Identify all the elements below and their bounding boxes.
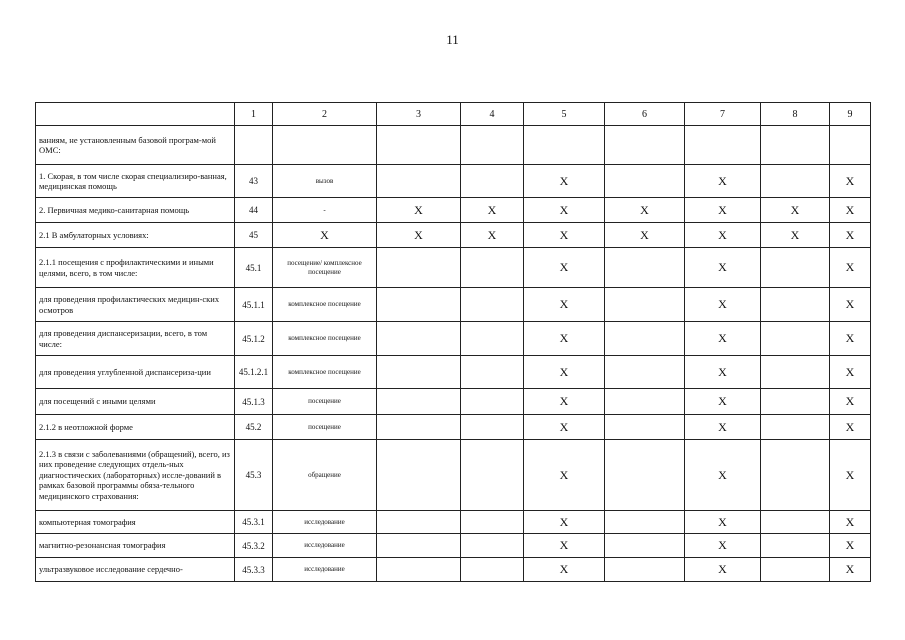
row-unit-cell: посещение/ комплексное посещение	[273, 248, 377, 288]
row-mark-cell-col3	[377, 356, 461, 389]
header-cell-8: 8	[761, 103, 830, 126]
header-cell-6: 6	[605, 103, 685, 126]
row-mark-cell-col7: X	[685, 356, 761, 389]
row-name-cell: магнитно-резонансная томография	[36, 534, 235, 558]
row-mark-cell-col9: X	[830, 440, 871, 511]
row-mark-cell-col6: X	[605, 198, 685, 223]
row-name-cell: 2. Первичная медико-санитарная помощь	[36, 198, 235, 223]
row-mark-cell-col5: X	[524, 389, 605, 415]
row-name-cell: 2.1.3 в связи с заболеваниями (обращений), всего, из них проведение следующих отдель-ных диагностических (лабораторных) иссле-дований в рамках базовой программы обяза-тельного медицинского страхования:	[36, 440, 235, 511]
header-cell-2: 2	[273, 103, 377, 126]
table-row	[36, 126, 871, 165]
row-mark-cell-col8	[761, 440, 830, 511]
row-code-cell: 45	[235, 223, 273, 248]
table-row	[36, 389, 871, 415]
row-mark-cell-col5: X	[524, 322, 605, 356]
header-cell-9: 9	[830, 103, 871, 126]
row-name-cell: 2.1.1 посещения с профилактическими и иными целями, всего, в том числе:	[36, 248, 235, 288]
row-mark-cell-col4	[461, 322, 524, 356]
row-mark-cell-col4: X	[461, 198, 524, 223]
row-mark-cell-col3	[377, 322, 461, 356]
row-code-cell: 45.1.2.1	[235, 356, 273, 389]
row-unit-cell: исследование	[273, 558, 377, 582]
table-row	[36, 223, 871, 248]
row-mark-cell-col6	[605, 389, 685, 415]
row-unit-cell	[273, 126, 377, 165]
row-mark-cell-col4	[461, 288, 524, 322]
row-mark-cell-col5: X	[524, 165, 605, 198]
row-mark-cell-col9: X	[830, 356, 871, 389]
row-mark-cell-col8	[761, 288, 830, 322]
header-cell-4: 4	[461, 103, 524, 126]
table-header-row	[36, 103, 871, 126]
row-mark-cell-col9: X	[830, 288, 871, 322]
row-unit-cell: комплексное посещение	[273, 288, 377, 322]
page-number: 11	[446, 32, 459, 47]
row-mark-cell-col8	[761, 558, 830, 582]
row-mark-cell-col7: X	[685, 248, 761, 288]
row-mark-cell-col4	[461, 534, 524, 558]
row-mark-cell-col5: X	[524, 440, 605, 511]
row-mark-cell-col7: X	[685, 558, 761, 582]
row-mark-cell-col7: X	[685, 440, 761, 511]
row-name-cell: для проведения углубленной диспансериза-ции	[36, 356, 235, 389]
row-mark-cell-col4	[461, 511, 524, 534]
row-mark-cell-col3: X	[377, 198, 461, 223]
row-code-cell	[235, 126, 273, 165]
row-name-cell: 1. Скорая, в том числе скорая специализиро-ванная, медицинская помощь	[36, 165, 235, 198]
row-unit-cell: -	[273, 198, 377, 223]
row-mark-cell-col8	[761, 165, 830, 198]
table-row	[36, 558, 871, 582]
row-mark-cell-col3	[377, 389, 461, 415]
row-mark-cell-col3	[377, 126, 461, 165]
row-mark-cell-col5: X	[524, 288, 605, 322]
header-cell-5: 5	[524, 103, 605, 126]
row-mark-cell-col9: X	[830, 165, 871, 198]
row-mark-cell-col3	[377, 440, 461, 511]
row-mark-cell-col3	[377, 415, 461, 440]
row-mark-cell-col6	[605, 511, 685, 534]
row-mark-cell-col5: X	[524, 558, 605, 582]
row-mark-cell-col6	[605, 126, 685, 165]
row-code-cell: 45.3.2	[235, 534, 273, 558]
row-mark-cell-col4: X	[461, 223, 524, 248]
row-mark-cell-col8	[761, 511, 830, 534]
row-mark-cell-col7: X	[685, 534, 761, 558]
row-unit-cell: обращение	[273, 440, 377, 511]
row-mark-cell-col5: X	[524, 415, 605, 440]
table-row	[36, 198, 871, 223]
row-code-cell: 45.3.1	[235, 511, 273, 534]
row-name-cell: для проведения профилактических медицин-ских осмотров	[36, 288, 235, 322]
table-row	[36, 440, 871, 511]
row-mark-cell-col8: X	[761, 223, 830, 248]
row-mark-cell-col7: X	[685, 322, 761, 356]
row-mark-cell-col3	[377, 511, 461, 534]
table-row	[36, 165, 871, 198]
row-mark-cell-col5: X	[524, 511, 605, 534]
row-code-cell: 45.3.3	[235, 558, 273, 582]
row-mark-cell-col5: X	[524, 534, 605, 558]
row-code-cell: 45.2	[235, 415, 273, 440]
row-mark-cell-col3	[377, 558, 461, 582]
table-row	[36, 415, 871, 440]
row-mark-cell-col7	[685, 126, 761, 165]
row-mark-cell-col5: X	[524, 356, 605, 389]
row-mark-cell-col6	[605, 288, 685, 322]
row-mark-cell-col4	[461, 389, 524, 415]
row-mark-cell-col9: X	[830, 198, 871, 223]
row-mark-cell-col9: X	[830, 558, 871, 582]
data-table	[35, 102, 871, 582]
row-code-cell: 45.1.3	[235, 389, 273, 415]
row-code-cell: 45.1	[235, 248, 273, 288]
header-cell-3: 3	[377, 103, 461, 126]
row-mark-cell-col7: X	[685, 288, 761, 322]
row-mark-cell-col5: X	[524, 248, 605, 288]
row-mark-cell-col6	[605, 322, 685, 356]
row-mark-cell-col6	[605, 165, 685, 198]
row-mark-cell-col9: X	[830, 248, 871, 288]
row-mark-cell-col6	[605, 440, 685, 511]
row-mark-cell-col3	[377, 248, 461, 288]
row-name-cell: 2.1.2 в неотложной форме	[36, 415, 235, 440]
row-mark-cell-col4	[461, 356, 524, 389]
row-mark-cell-col6	[605, 415, 685, 440]
row-name-cell: ультразвуковое исследование сердечно-	[36, 558, 235, 582]
row-code-cell: 45.1.1	[235, 288, 273, 322]
table-row	[36, 534, 871, 558]
row-mark-cell-col3	[377, 165, 461, 198]
row-unit-cell: посещение	[273, 389, 377, 415]
row-mark-cell-col4	[461, 248, 524, 288]
row-mark-cell-col9	[830, 126, 871, 165]
row-unit-cell: вызов	[273, 165, 377, 198]
table-row	[36, 322, 871, 356]
row-unit-cell: комплексное посещение	[273, 356, 377, 389]
row-mark-cell-col9: X	[830, 415, 871, 440]
header-cell-1: 1	[235, 103, 273, 126]
header-cell-0	[36, 103, 235, 126]
row-mark-cell-col8	[761, 389, 830, 415]
row-mark-cell-col7: X	[685, 511, 761, 534]
row-mark-cell-col5: X	[524, 223, 605, 248]
row-mark-cell-col9: X	[830, 534, 871, 558]
row-mark-cell-col7: X	[685, 165, 761, 198]
row-code-cell: 44	[235, 198, 273, 223]
row-unit-cell: X	[273, 223, 377, 248]
row-code-cell: 45.1.2	[235, 322, 273, 356]
row-name-cell: 2.1 В амбулаторных условиях:	[36, 223, 235, 248]
row-mark-cell-col5	[524, 126, 605, 165]
row-mark-cell-col4	[461, 440, 524, 511]
row-mark-cell-col4	[461, 126, 524, 165]
row-name-cell: для посещений с иными целями	[36, 389, 235, 415]
row-unit-cell: исследование	[273, 511, 377, 534]
row-mark-cell-col5: X	[524, 198, 605, 223]
row-code-cell: 45.3	[235, 440, 273, 511]
row-name-cell: ваниям, не установленным базовой програм-мой ОМС:	[36, 126, 235, 165]
table-row	[36, 288, 871, 322]
row-mark-cell-col7: X	[685, 198, 761, 223]
row-mark-cell-col8	[761, 534, 830, 558]
table-row	[36, 356, 871, 389]
row-mark-cell-col7: X	[685, 415, 761, 440]
row-mark-cell-col8: X	[761, 198, 830, 223]
header-cell-7: 7	[685, 103, 761, 126]
row-mark-cell-col6	[605, 356, 685, 389]
row-mark-cell-col6	[605, 534, 685, 558]
row-mark-cell-col8	[761, 356, 830, 389]
row-mark-cell-col6	[605, 558, 685, 582]
row-unit-cell: исследование	[273, 534, 377, 558]
row-unit-cell: посещение	[273, 415, 377, 440]
row-mark-cell-col3	[377, 534, 461, 558]
row-mark-cell-col4	[461, 558, 524, 582]
row-unit-cell: комплексное посещение	[273, 322, 377, 356]
table-row	[36, 511, 871, 534]
row-mark-cell-col6: X	[605, 223, 685, 248]
row-mark-cell-col4	[461, 165, 524, 198]
row-mark-cell-col8	[761, 415, 830, 440]
row-mark-cell-col8	[761, 248, 830, 288]
row-mark-cell-col9: X	[830, 389, 871, 415]
row-mark-cell-col9: X	[830, 511, 871, 534]
row-code-cell: 43	[235, 165, 273, 198]
table-row	[36, 248, 871, 288]
row-name-cell: компьютерная томография	[36, 511, 235, 534]
row-mark-cell-col6	[605, 248, 685, 288]
row-mark-cell-col9: X	[830, 223, 871, 248]
row-mark-cell-col7: X	[685, 223, 761, 248]
row-mark-cell-col9: X	[830, 322, 871, 356]
row-mark-cell-col3	[377, 288, 461, 322]
row-mark-cell-col4	[461, 415, 524, 440]
row-mark-cell-col3: X	[377, 223, 461, 248]
row-mark-cell-col8	[761, 322, 830, 356]
row-mark-cell-col8	[761, 126, 830, 165]
row-mark-cell-col7: X	[685, 389, 761, 415]
row-name-cell: для проведения диспансеризации, всего, в том числе:	[36, 322, 235, 356]
